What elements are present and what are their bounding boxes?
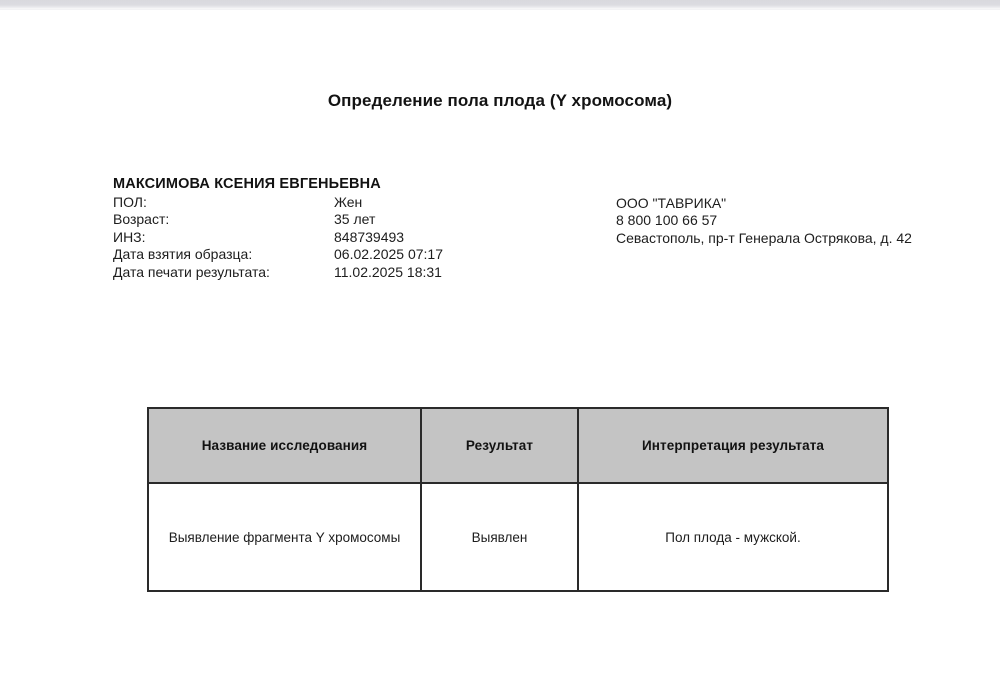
patient-field-sample-date-value: 06.02.2025 07:17 xyxy=(334,246,443,263)
clinic-info-block xyxy=(616,195,986,247)
patient-field-age xyxy=(113,211,583,228)
patient-field-print-date-label: Дата печати результата: xyxy=(113,263,270,280)
table-header-study-name: Название исследования xyxy=(148,408,421,483)
clinic-address: Севастополь, пр-т Генерала Острякова, д. 42 xyxy=(616,229,912,246)
patient-field-sex-value: Жен xyxy=(334,194,363,210)
cell-study-name: Выявление фрагмента Y хромосомы xyxy=(148,483,421,591)
table-header-result: Результат xyxy=(421,408,578,483)
patient-name: МАКСИМОВА КСЕНИЯ ЕВГЕНЬЕВНА xyxy=(113,176,381,192)
cell-interpretation: Пол плода - мужской. xyxy=(578,483,888,591)
table-row xyxy=(148,483,888,591)
patient-field-age-value: 35 лет xyxy=(334,211,376,228)
patient-field-sample-date xyxy=(113,246,583,263)
results-table xyxy=(147,407,889,592)
patient-field-inz-label: ИНЗ: xyxy=(113,228,146,245)
patient-field-sex-label: ПОЛ: xyxy=(113,194,147,210)
clinic-name: ООО "ТАВРИКА" xyxy=(616,195,727,211)
patient-field-inz-value: 848739493 xyxy=(334,228,405,245)
table-header-interpretation: Интерпретация результата xyxy=(578,408,888,483)
page-title: Определение пола плода (Y хромосома) xyxy=(327,91,673,110)
viewer-chrome-strip xyxy=(0,0,1000,9)
patient-field-print-date xyxy=(113,264,583,281)
patient-field-sample-date-label: Дата взятия образца: xyxy=(113,246,253,263)
clinic-phone: 8 800 100 66 57 xyxy=(616,212,718,229)
patient-field-sex xyxy=(113,194,583,211)
patient-field-inz xyxy=(113,229,583,246)
table-header-row xyxy=(148,408,888,483)
patient-field-print-date-value: 11.02.2025 18:31 xyxy=(334,263,442,280)
patient-info-block xyxy=(113,176,583,281)
document-page xyxy=(0,10,1000,699)
cell-result: Выявлен xyxy=(421,483,578,591)
patient-field-age-label: Возраст: xyxy=(113,211,170,228)
